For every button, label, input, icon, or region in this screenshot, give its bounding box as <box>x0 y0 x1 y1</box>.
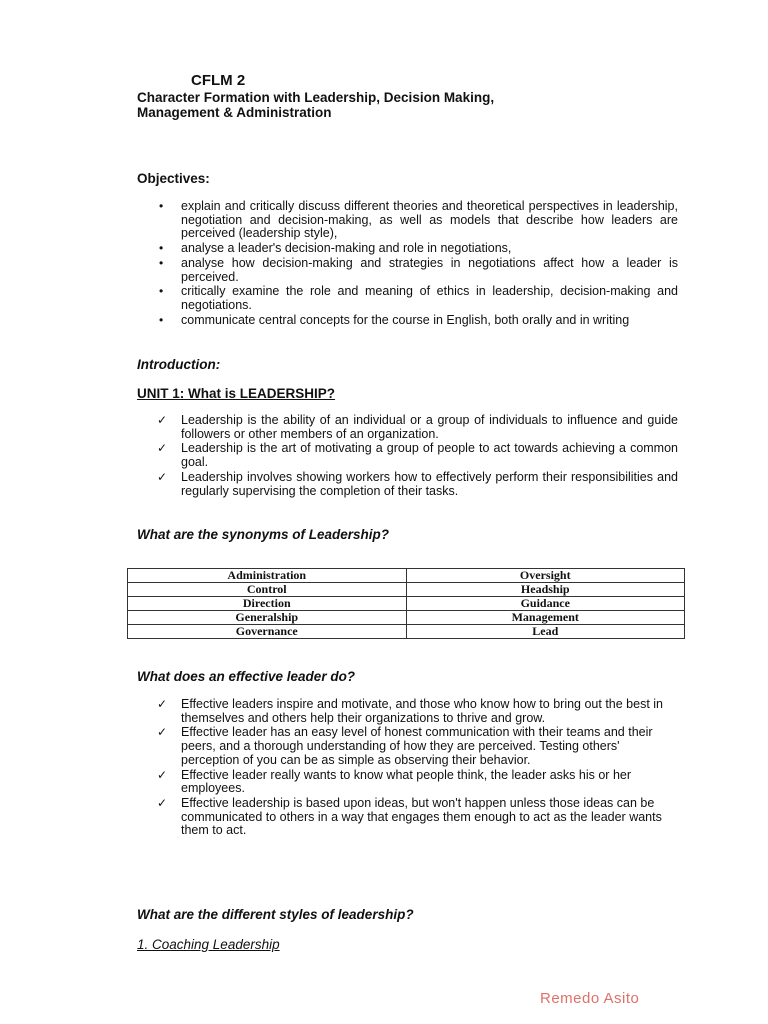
table-row <box>128 611 685 625</box>
list-item: • critically examine the role and meaning of ethics in leadership, decision-making and negotiations. <box>159 284 678 312</box>
checkmark-icon: ✓ <box>157 441 168 456</box>
objectives-list <box>159 199 678 327</box>
table-cell: Lead <box>406 625 685 639</box>
list-item: • analyse how decision-making and strategies in negotiations affect how a leader is perceived. <box>159 255 678 284</box>
effective-leader-list <box>157 697 675 838</box>
table-row <box>128 583 685 597</box>
list-item: ✓ Leadership is the ability of an individual or a group of individuals to influence and guide followers or other members of an organization. <box>157 413 678 441</box>
coaching-leadership-subheading: 1. Coaching Leadership <box>137 937 280 952</box>
table-row <box>128 597 685 611</box>
table-cell: Control <box>128 583 407 597</box>
table-row <box>128 569 685 583</box>
list-item: ✓ Effective leader has an easy level of honest communication with their teams and their peers, and a thorough understanding of how they are perceived. Testing others' perception of you can be as simple as observing their behavior. <box>157 725 653 767</box>
bullet-icon: • <box>159 199 164 213</box>
list-item: • analyse a leader's decision-making and role in negotiations, <box>159 241 512 256</box>
table-cell: Administration <box>128 569 407 583</box>
table-cell: Oversight <box>406 569 685 583</box>
table-cell: Governance <box>128 625 407 639</box>
table-cell: Generalship <box>128 611 407 625</box>
objectives-heading: Objectives: <box>137 171 210 186</box>
leadership-definitions-list <box>157 413 678 498</box>
bullet-icon: • <box>159 255 164 270</box>
title-line-2: Management & Administration <box>137 105 332 120</box>
table-cell: Management <box>406 611 685 625</box>
list-item: ✓ Effective leaders inspire and motivate, and those who know how to bring out the best in themselves and others help their organizations to thrive and grow. <box>157 697 664 725</box>
table-cell: Guidance <box>406 597 685 611</box>
synonyms-table <box>127 568 685 639</box>
table-row <box>128 625 685 639</box>
checkmark-icon: ✓ <box>157 767 168 782</box>
table-cell: Headship <box>406 583 685 597</box>
title-line-1: Character Formation with Leadership, Decision Making, <box>137 90 495 105</box>
checkmark-icon: ✓ <box>157 795 168 810</box>
list-item: ✓ Effective leader really wants to know what people think, the leader asks his or her employees. <box>157 767 632 796</box>
synonyms-heading: What are the synonyms of Leadership? <box>137 527 390 542</box>
effective-leader-heading: What does an effective leader do? <box>137 669 356 684</box>
list-item: • communicate central concepts for the course in English, both orally and in writing <box>159 312 630 327</box>
author-signature: Remedo Asito <box>540 990 640 1007</box>
checkmark-icon: ✓ <box>157 697 168 711</box>
list-item: ✓ Effective leadership is based upon ideas, but won't happen unless those ideas can be communicated to others in a way that engages them enough to act as the leader wants them to act. <box>157 795 662 838</box>
bullet-icon: • <box>159 312 164 327</box>
list-item: ✓ Leadership involves showing workers how to effectively perform their responsibilities and regularly supervising the completion of their tasks. <box>157 469 678 498</box>
bullet-icon: • <box>159 241 164 256</box>
list-item: ✓ Leadership is the art of motivating a group of people to act towards achieving a common goal. <box>157 441 678 470</box>
unit1-heading: UNIT 1: What is LEADERSHIP? <box>137 386 336 401</box>
list-item: • explain and critically discuss different theories and theoretical perspectives in leadership, negotiation and decision-making, as well as models that describe how leaders are perceived (leadership style), <box>159 199 678 241</box>
course-code: CFLM 2 <box>191 72 246 89</box>
table-cell: Direction <box>128 597 407 611</box>
checkmark-icon: ✓ <box>157 725 168 740</box>
styles-heading: What are the different styles of leadership? <box>137 907 414 922</box>
bullet-icon: • <box>159 284 164 299</box>
introduction-heading: Introduction: <box>137 357 221 372</box>
checkmark-icon: ✓ <box>157 413 168 427</box>
document-title <box>137 90 617 120</box>
checkmark-icon: ✓ <box>157 469 168 484</box>
